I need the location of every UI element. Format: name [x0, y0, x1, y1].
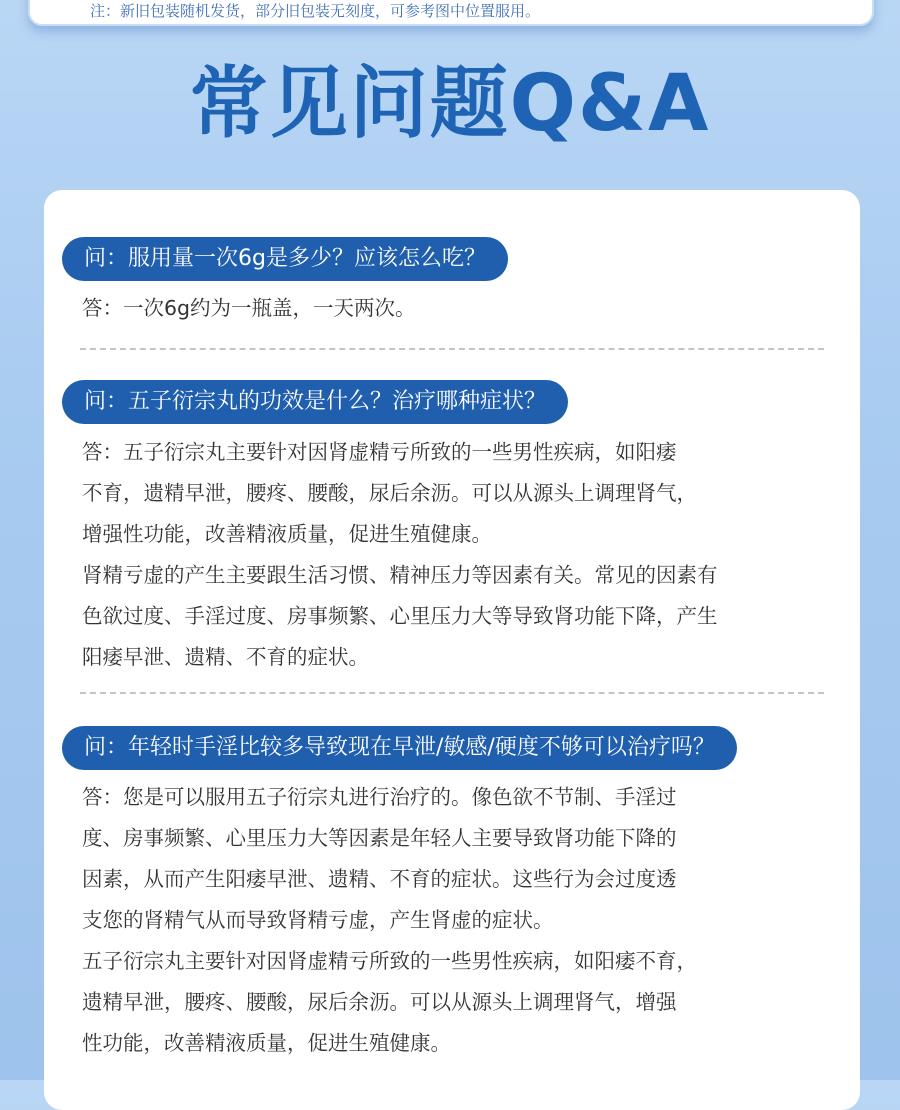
divider — [80, 692, 824, 694]
question-pill — [62, 726, 737, 770]
answer-line: 答：您是可以服用五子衍宗丸进行治疗的。像色欲不节制、手淫过 — [82, 785, 677, 809]
answer-line: 性功能，改善精液质量，促进生殖健康。 — [82, 1031, 451, 1055]
answer-line: 五子衍宗丸主要针对因肾虚精亏所致的一些男性疾病，如阳痿不育， — [82, 949, 697, 973]
question-pill — [62, 237, 508, 281]
question-pill — [62, 380, 568, 424]
answer-line: 答：一次6g约为一瓶盖，一天两次。 — [82, 296, 416, 320]
answer-block — [82, 432, 832, 678]
answer-line: 答：五子衍宗丸主要针对因肾虚精亏所致的一些男性疾病，如阳痿 — [82, 440, 677, 464]
top-note-text: 注：新旧包装随机发货，部分旧包装无刻度，可参考图中位置服用。 — [90, 2, 541, 20]
answer-line: 色欲过度、手淫过度、房事频繁、心里压力大等导致肾功能下降，产生 — [82, 604, 718, 628]
answer-block — [82, 288, 832, 329]
top-note-panel — [28, 0, 874, 26]
question-text: 问：五子衍宗丸的功效是什么？治疗哪种症状？ — [84, 389, 547, 414]
answer-line: 遗精早泄，腰疼、腰酸，尿后余沥。可以从源头上调理肾气，增强 — [82, 990, 677, 1014]
page-title: 常见问题Q&A — [189, 59, 711, 149]
question-text: 问：服用量一次6g是多少？应该怎么吃？ — [84, 246, 486, 271]
divider — [80, 348, 824, 350]
question-text: 问：年轻时手淫比较多导致现在早泄/敏感/硬度不够可以治疗吗？ — [84, 735, 715, 760]
answer-line: 阳痿早泄、遗精、不育的症状。 — [82, 645, 369, 669]
answer-line: 不育，遗精早泄，腰疼、腰酸，尿后余沥。可以从源头上调理肾气， — [82, 481, 697, 505]
answer-line: 因素，从而产生阳痿早泄、遗精、不育的症状。这些行为会过度透 — [82, 867, 677, 891]
answer-line: 肾精亏虚的产生主要跟生活习惯、精神压力等因素有关。常见的因素有 — [82, 563, 718, 587]
answer-block — [82, 777, 832, 1064]
answer-line: 支您的肾精气从而导致肾精亏虚，产生肾虚的症状。 — [82, 908, 554, 932]
qa-card — [44, 190, 860, 1110]
answer-line: 增强性功能，改善精液质量，促进生殖健康。 — [82, 522, 492, 546]
answer-line: 度、房事频繁、心里压力大等因素是年轻人主要导致肾功能下降的 — [82, 826, 677, 850]
